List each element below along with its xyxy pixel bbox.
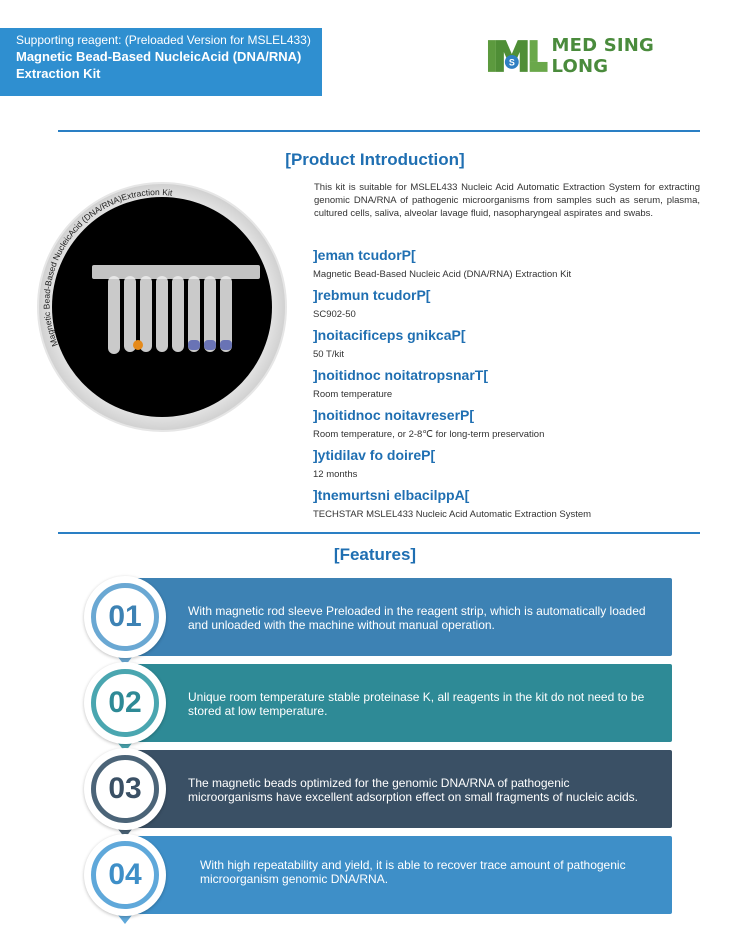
title-banner bbox=[0, 28, 322, 96]
spec-label: ]noitidnoc noitavreserP[ bbox=[313, 407, 475, 423]
feature-badge bbox=[84, 662, 166, 744]
product-image-label: Magnetic Bead-Based NucleicAcid (DNA/RNA)Extraction Kit bbox=[41, 186, 173, 348]
med-sing-long-logo-icon bbox=[486, 38, 550, 74]
logo-wordmark: MED SING LONG bbox=[551, 35, 655, 77]
feature-text: With magnetic rod sleeve Preloaded in the reagent strip, which is automatically loaded and unloaded with the machine without manual operation. bbox=[188, 604, 646, 632]
spec-label: ]rebmun tcudorP[ bbox=[313, 287, 431, 303]
spec-label: ]eman tcudorP[ bbox=[313, 247, 416, 263]
feature-number: 02 bbox=[91, 669, 159, 737]
feature-item-03 bbox=[84, 750, 672, 828]
spec-value: Room temperature, or 2-8℃ for long-term preservation bbox=[313, 429, 545, 440]
feature-text: Unique room temperature stable proteinase K, all reagents in the kit do not need to be stored at low temperature. bbox=[188, 690, 645, 718]
feature-item-01 bbox=[84, 578, 672, 656]
feature-badge bbox=[84, 748, 166, 830]
feature-number: 01 bbox=[91, 583, 159, 651]
supporting-reagent-line: Supporting reagent: (Preloaded Version for MSLEL433) bbox=[16, 33, 311, 47]
product-photo bbox=[20, 170, 304, 444]
spec-value: 50 T/kit bbox=[313, 349, 344, 360]
feature-number: 03 bbox=[91, 755, 159, 823]
spec-instrument bbox=[313, 486, 713, 521]
spec-value: Magnetic Bead-Based Nucleic Acid (DNA/RNA) Extraction Kit bbox=[313, 269, 572, 280]
spec-label: ]noitidnoc noitatropsnarT[ bbox=[313, 367, 488, 383]
product-description: This kit is suitable for MSLEL433 Nucleic Acid Automatic Extraction System for extracting genomic DNA/RNA of pathogenic microorganisms from samples such as serum, plasma, cultured cells, saliva, alveolar lavage fluid, nasopharyngeal aspirates and swabs. bbox=[314, 182, 700, 219]
spec-product-number bbox=[313, 286, 713, 321]
feature-number: 04 bbox=[91, 841, 159, 909]
feature-item-02 bbox=[84, 664, 672, 742]
feature-badge bbox=[84, 576, 166, 658]
feature-text: The magnetic beads optimized for the genomic DNA/RNA of pathogenic microorganisms have excellent adsorption effect on small fragments of nucleic acids. bbox=[188, 776, 638, 804]
spec-label: ]noitacificeps gnikcaP[ bbox=[313, 327, 466, 343]
spec-preservation bbox=[313, 406, 713, 441]
spec-value: TECHSTAR MSLEL433 Nucleic Acid Automatic Extraction System bbox=[313, 509, 592, 520]
spec-product-name bbox=[313, 246, 713, 281]
section-divider-features bbox=[58, 532, 700, 534]
spec-label: ]ytidilav fo doireP[ bbox=[313, 447, 436, 463]
spec-value: 12 months bbox=[313, 469, 358, 480]
spec-label: ]tnemurtsni elbacilppA[ bbox=[313, 487, 470, 503]
spec-transportation bbox=[313, 366, 713, 401]
company-logo bbox=[486, 35, 716, 77]
spec-packing bbox=[313, 326, 713, 361]
product-introduction-title: [Product Introduction] bbox=[285, 150, 465, 169]
feature-item-04 bbox=[84, 836, 672, 914]
spec-validity bbox=[313, 446, 713, 481]
feature-text: With high repeatability and yield, it is able to recover trace amount of pathogenic microorganism genomic DNA/RNA. bbox=[200, 858, 626, 886]
section-divider-top bbox=[58, 130, 700, 132]
svg-text:S: S bbox=[508, 57, 515, 68]
features-title: [Features] bbox=[333, 545, 417, 564]
kit-title-line1: Magnetic Bead-Based NucleicAcid (DNA/RNA) bbox=[16, 49, 302, 64]
spec-value: SC902-50 bbox=[313, 309, 356, 320]
feature-badge bbox=[84, 834, 166, 916]
spec-value: Room temperature bbox=[313, 389, 393, 400]
kit-title-line2: Extraction Kit bbox=[16, 66, 101, 81]
